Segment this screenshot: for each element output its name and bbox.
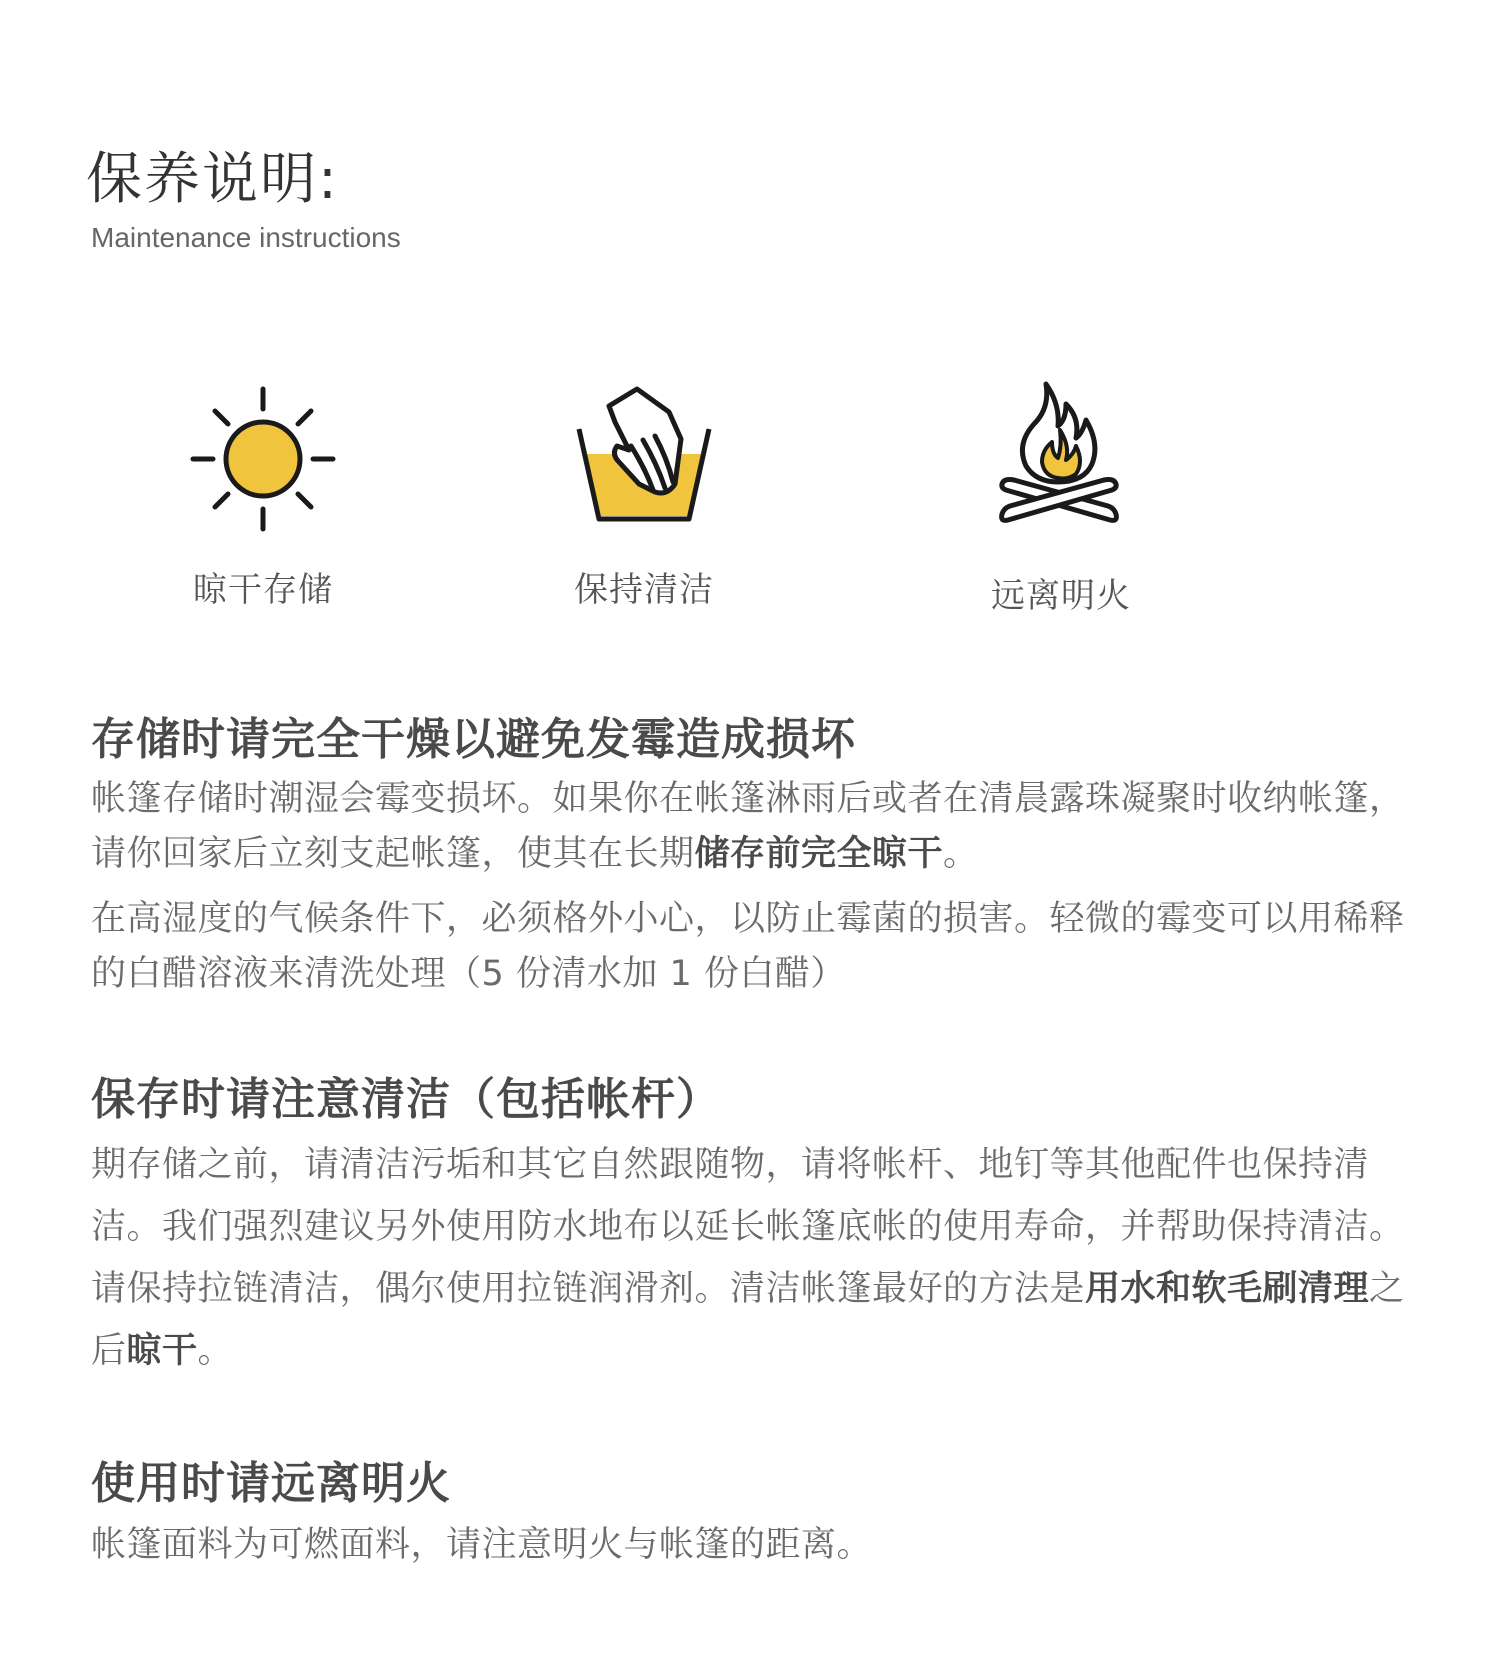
icon-label-keep-clean: 保持清洁 (574, 570, 714, 610)
icon-label-away-from-fire: 远离明火 (991, 576, 1131, 616)
hand-wash-icon (569, 384, 719, 534)
section-dry-storage (91, 712, 1421, 1002)
section-paragraph (91, 1134, 1421, 1382)
section-paragraph: 在高湿度的气候条件下，必须格外小心，以防止霉菌的损害。轻微的霉变可以用稀释的白醋溶液来清洗处理（5 份清水加 1 份白醋） (91, 899, 1405, 994)
icon-label-dry-storage: 晾干存储 (193, 570, 333, 610)
text-run: 期存储之前，请清洁污垢和其它自然跟随物，请将帐杆、地钉等其他配件也保持清洁。我们强烈建议另外使用防水地布以延长帐篷底帐的使用寿命，并帮助保持清洁。请保持拉链清洁，偶尔使用拉链润滑剂。清洁帐篷最好的方法是 (91, 1145, 1405, 1309)
text-run: 。 (197, 1331, 234, 1371)
section-heading-keep-clean: 保存时请注意清洁（包括帐杆） (91, 1074, 721, 1125)
section-heading-away-from-fire: 使用时请远离明火 (91, 1458, 451, 1509)
bold-text: 晾干 (126, 1331, 198, 1371)
text-run: 之后 (91, 1269, 1405, 1371)
section-away-from-fire (91, 1456, 1421, 1573)
text-run: 。 (943, 834, 979, 874)
bold-text: 用水和软毛刷清理 (1085, 1269, 1370, 1309)
bold-text: 储存前完全晾干 (694, 834, 944, 874)
icon-card-away-from-fire (931, 380, 1191, 616)
page-title: 保养说明: (86, 147, 339, 212)
section-heading-dry-storage: 存储时请完全干燥以避免发霉造成损坏 (91, 714, 856, 765)
section-paragraph (91, 772, 1421, 882)
icon-card-dry-storage (133, 384, 393, 610)
campfire-icon (986, 380, 1136, 540)
section-keep-clean (91, 1072, 1421, 1382)
text-run: 帐篷存储时潮湿会霉变损坏。如果你在帐篷淋雨后或者在清晨露珠凝聚时收纳帐篷，请你回家后立刻支起帐篷，使其在长期 (91, 779, 1405, 874)
icon-card-keep-clean (514, 384, 774, 610)
sun-icon (188, 384, 338, 534)
page-subtitle: Maintenance instructions (91, 222, 401, 253)
section-paragraph: 帐篷面料为可燃面料，请注意明火与帐篷的距离。 (91, 1525, 873, 1565)
